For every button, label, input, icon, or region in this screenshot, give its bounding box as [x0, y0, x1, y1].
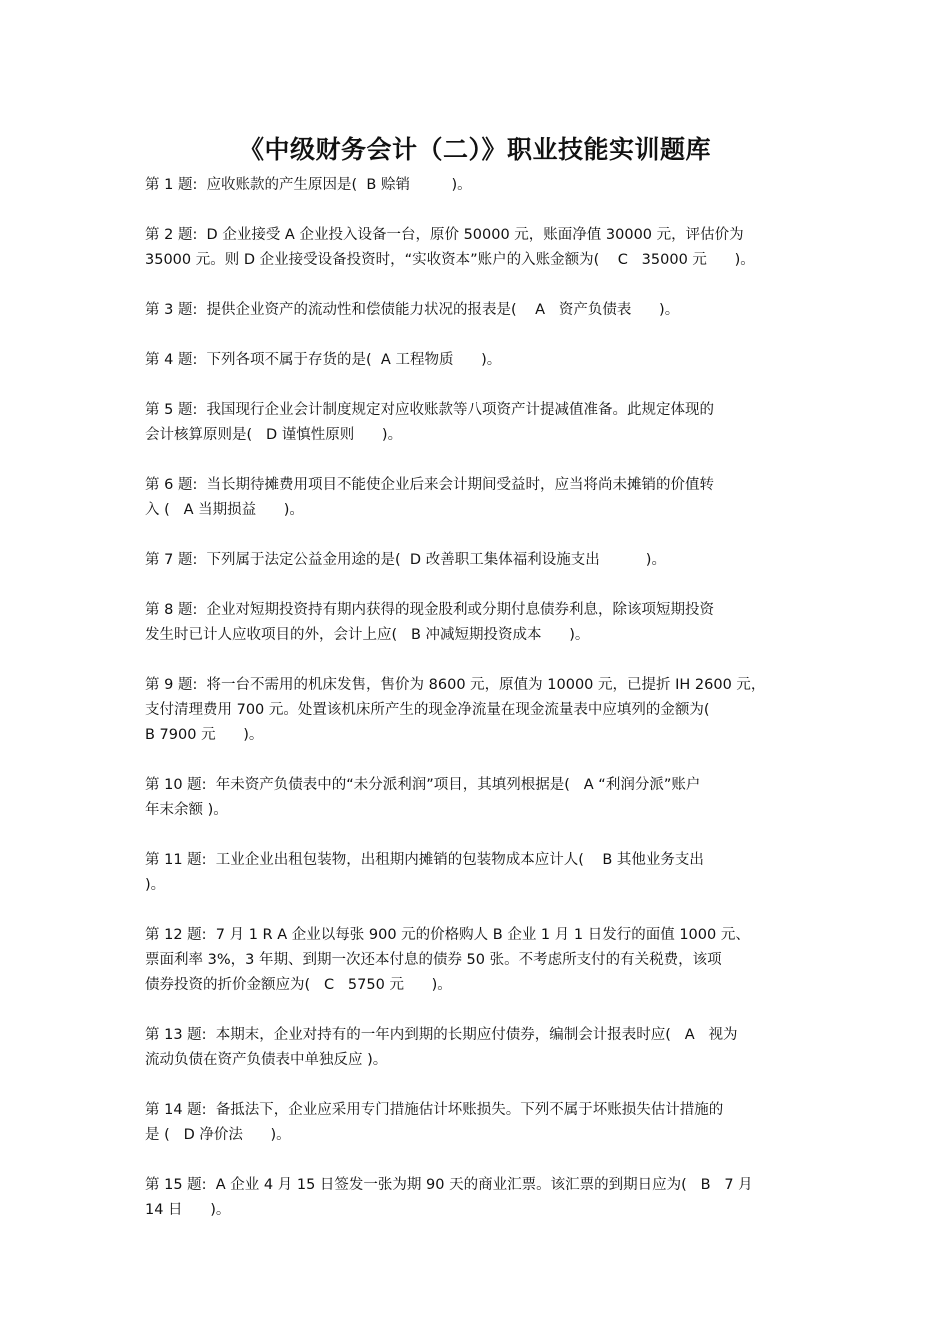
question-item [145, 773, 825, 823]
question-line: 会计核算原则是( D 谨慎性原则 )。 [145, 427, 403, 443]
question-item [145, 223, 825, 273]
question-item [145, 348, 825, 373]
question-line: 第 2 题: D 企业接受 A 企业投入设备一台，原价 50000 元，账面净值 30000 元，评估价为 [145, 227, 744, 243]
question-line: 第 12 题: 7 月 1 R A 企业以每张 900 元的价格购人 B 企业 1 月 1 日发行的面值 1000 元、 [145, 927, 750, 943]
question-item [145, 1023, 825, 1073]
question-line: 第 6 题: 当长期待摊费用项目不能使企业后来会计期间受益时，应当将尚未摊销的价值转 [145, 477, 715, 493]
question-line: B 7900 元 )。 [145, 727, 264, 743]
question-line: 第 15 题: A 企业 4 月 15 日签发一张为期 90 天的商业汇票。该汇票的到期日应为( B 7 月 [145, 1177, 753, 1193]
question-line: 第 1 题: 应收账款的产生原因是( B 赊销 )。 [145, 177, 472, 193]
question-line: 第 13 题: 本期末，企业对持有的一年内到期的长期应付债券，编制会计报表时应( A 视为 [145, 1027, 738, 1043]
question-line: 流动负债在资产负债表中单独反应 )。 [145, 1052, 388, 1068]
question-line: )。 [145, 877, 166, 893]
question-line: 第 9 题: 将一台不需用的机床发售，售价为 8600 元，原值为 10000 元，已提折 IH 2600 元， [145, 677, 766, 693]
question-item [145, 398, 825, 448]
question-list [145, 173, 825, 1248]
question-line: 第 10 题: 年未资产负债表中的“未分派利润”项目，其填列根据是( A “利润分派”账户 [145, 777, 701, 793]
question-item [145, 673, 825, 748]
question-line: 票面利率 3%，3 年期、到期一次还本付息的债券 50 张。不考虑所支付的有关税费，该项 [145, 952, 722, 968]
question-line: 第 14 题: 备抵法下，企业应采用专门措施估计坏账损失。下列不属于坏账损失估计措施的 [145, 1102, 724, 1118]
question-line: 第 7 题: 下列属于法定公益金用途的是( D 改善职工集体福利设施支出 )。 [145, 552, 666, 568]
question-line: 入 ( A 当期损益 )。 [145, 502, 304, 518]
question-item [145, 1173, 825, 1223]
question-line: 第 4 题: 下列各项不属于存货的是( A 工程物质 )。 [145, 352, 502, 368]
question-line: 第 8 题: 企业对短期投资持有期内获得的现金股利或分期付息债券利息，除该项短期投资 [145, 602, 715, 618]
question-item [145, 1098, 825, 1148]
question-line: 第 5 题: 我国现行企业会计制度规定对应收账款等八项资产计提减值准备。此规定体现的 [145, 402, 715, 418]
question-line: 是 ( D 净价法 )。 [145, 1127, 291, 1143]
question-item [145, 173, 825, 198]
question-item [145, 598, 825, 648]
question-item [145, 848, 825, 898]
question-line: 债券投资的折价金额应为( C 5750 元 )。 [145, 977, 452, 993]
question-line: 支付清理费用 700 元。处置该机床所产生的现金净流量在现金流量表中应填列的金额为( [145, 702, 710, 718]
question-item [145, 548, 825, 573]
question-item [145, 923, 825, 998]
question-line: 第 11 题: 工业企业出租包装物，出租期内摊销的包装物成本应计人( B 其他业务支出 [145, 852, 704, 868]
document-title: 《中级财务会计（二）》职业技能实训题库 [238, 135, 711, 164]
question-item [145, 298, 825, 323]
question-line: 第 3 题: 提供企业资产的流动性和偿债能力状况的报表是( A 资产负债表 )。 [145, 302, 680, 318]
question-line: 年末余额 )。 [145, 802, 228, 818]
question-line: 14 日 )。 [145, 1202, 231, 1218]
question-line: 发生时已计人应收项目的外，会计上应( B 冲减短期投资成本 )。 [145, 627, 590, 643]
question-line: 35000 元。则 D 企业接受设备投资时，“实收资本”账户的入账金额为( C 35000 元 )。 [145, 252, 755, 268]
question-item [145, 473, 825, 523]
